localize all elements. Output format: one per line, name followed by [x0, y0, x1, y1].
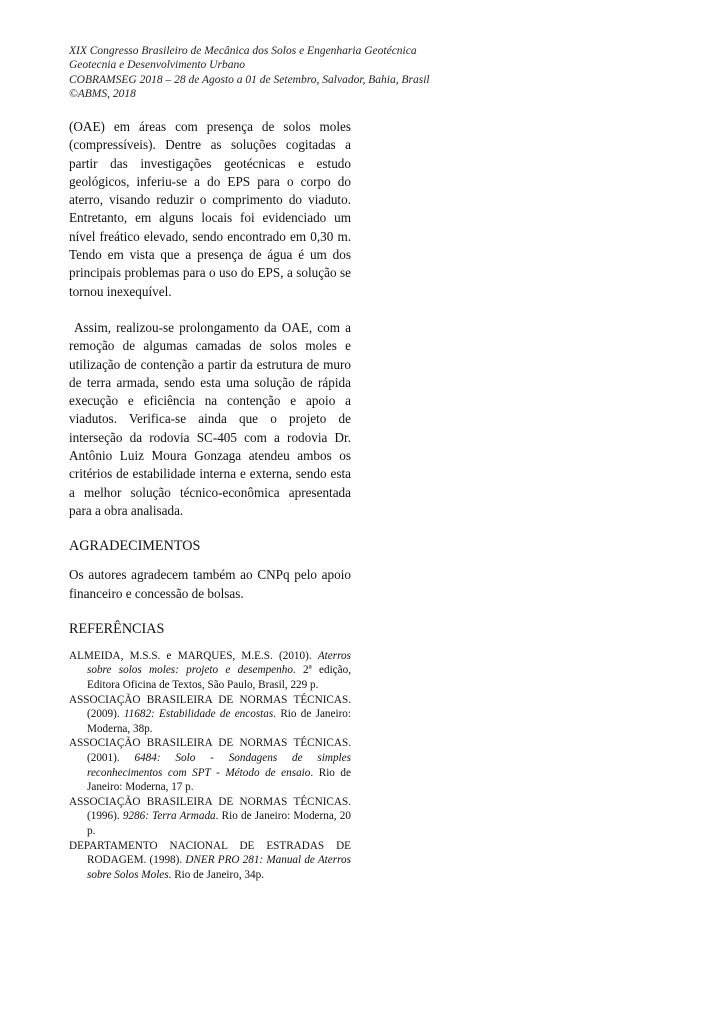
- reference-list: [69, 649, 351, 883]
- reference-item: ASSOCIAÇÃO BRASILEIRA DE NORMAS TÉCNICAS. (2009). 11682: Estabilidade de encostas. Rio de Janeiro: Moderna, 38p.: [69, 693, 352, 735]
- reference-item: DEPARTAMENTO NACIONAL DE ESTRADAS DE RODAGEM. (1998). DNER PRO 281: Manual de Aterros sobre Solos Moles. Rio de Janeiro, 34p.: [69, 839, 351, 881]
- reference-item: ALMEIDA, M.S.S. e MARQUES, M.E.S. (2010). Aterros sobre solos moles: projeto e desempenho. 2ª edição, Editora Oficina de Textos, São Paulo, Brasil, 229 p.: [69, 649, 351, 692]
- header-copyright: ©ABMS, 2018: [69, 88, 136, 101]
- references-heading: REFERÊNCIAS: [69, 620, 165, 637]
- header-event: COBRAMSEG 2018 – 28 de Agosto a 01 de Setembro, Salvador, Bahia, Brasil: [69, 73, 430, 86]
- acknowledgements-text: Os autores agradecem também ao CNPq pelo apoio financeiro e concessão de bolsas.: [69, 567, 351, 601]
- text-column: [69, 118, 351, 882]
- running-header: [69, 44, 469, 102]
- acknowledgements-heading: AGRADECIMENTOS: [69, 538, 201, 555]
- paragraph-conclusion: Assim, realizou-se prolongamento da OAE, com a remoção de algumas camadas de solos moles e utilização de contenção a partir da estrutura de muro de terra armada, sendo esta uma solução de rápida execução e eficiência na contenção e apoio a viadutos. Verifica-se ainda que o projeto de interseção da rodovia SC-405 com a rodovia Dr. Antônio Luiz Moura Gonzaga atendeu ambos os critérios de estabilidade interna e externa, sendo esta a melhor solução técnico-econômica apresentada para a obra analisada.: [69, 319, 351, 518]
- paragraph-eps: (OAE) em áreas com presença de solos moles (compressíveis). Dentre as soluções cogitadas a partir das investigações geotécnicas e estudo geológicos, inferiu-se a do EPS para o corpo do aterro, visando reduzir o comprimento do viaduto. Entretanto, em alguns locais foi evidenciado um nível freático elevado, sendo encontrado em 0,30 m. Tendo em vista que a presença de água é um dos principais problemas para o uso do EPS, a solução se tornou inexequível.: [69, 119, 351, 299]
- reference-item: ASSOCIAÇÃO BRASILEIRA DE NORMAS TÉCNICAS. (2001). 6484: Solo - Sondagens de simples reconhecimentos com SPT - Método de ensaio. Rio de Janeiro: Moderna, 17 p.: [69, 737, 351, 794]
- header-theme: Geotecnia e Desenvolvimento Urbano: [69, 59, 245, 72]
- reference-item: ASSOCIAÇÃO BRASILEIRA DE NORMAS TÉCNICAS. (1996). 9286: Terra Armada. Rio de Janeiro: Moderna, 20 p.: [69, 795, 351, 837]
- header-conference: XIX Congresso Brasileiro de Mecânica dos Solos e Engenharia Geotécnica: [69, 45, 417, 57]
